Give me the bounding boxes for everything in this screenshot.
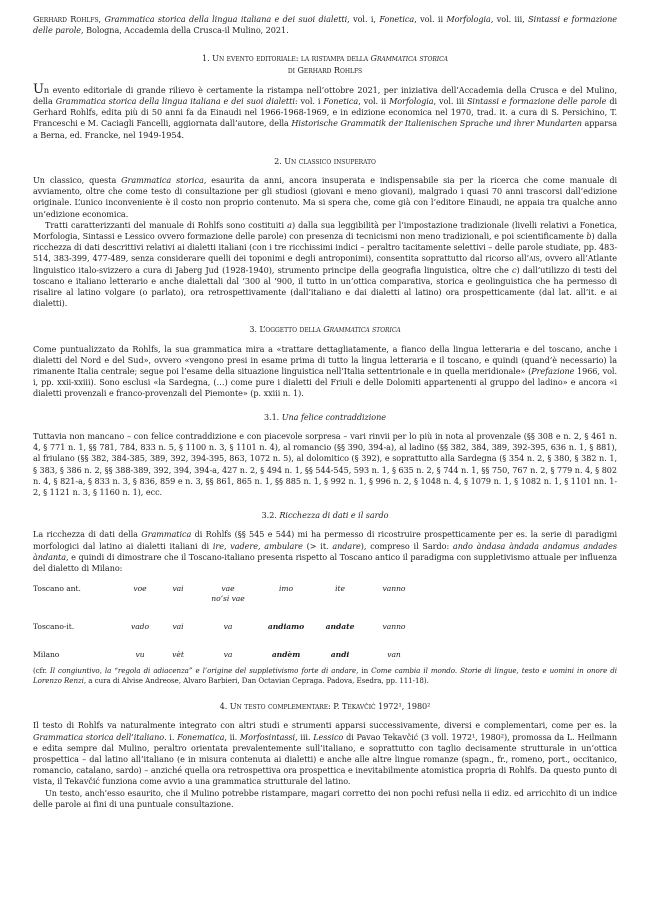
row-label: Toscano-it. — [33, 622, 75, 632]
text: , iii. — [295, 731, 314, 742]
table-cell: ite — [335, 584, 345, 594]
italic-text: Sintassi e formazione delle parole — [466, 96, 607, 107]
italic-text: Fonematica — [177, 731, 225, 742]
text: : vol. i — [294, 96, 324, 107]
section-4-paragraph-1 — [33, 720, 617, 787]
heading-italic: Grammatica storica — [323, 324, 401, 335]
section-1-paragraph — [33, 81, 618, 141]
table-cell: va — [223, 622, 233, 632]
section-2-paragraph-1 — [33, 175, 617, 220]
text: n evento editoriale di grande rilievo è certamente la ristampa nell’ottobre 2021, per iniziativa dell’Accademia della Crusca e del Mulino, della — [33, 84, 617, 107]
heading-italic: Ricchezza di dati e il sardo — [279, 510, 389, 521]
section-2-paragraph-2 — [33, 220, 617, 310]
table-cell: vado — [130, 622, 150, 632]
cell-variant: no’si vae — [211, 594, 245, 604]
heading-line-2: di Gerhard Rohlfs — [287, 64, 363, 75]
header-text: , vol. iii, — [490, 14, 529, 24]
text: , vol. ii — [358, 96, 390, 107]
table-cell: va — [223, 650, 233, 660]
section-3-heading — [33, 324, 617, 335]
table-cell: vu — [135, 650, 145, 660]
paradigm-table — [33, 584, 421, 660]
italic-text: Prefazione — [531, 366, 575, 377]
text: 1966, vol. i, pp. xxii-xxiii). Sono esclusi «la Sardegna, (…) come pure i dialetti del Friuli e delle Dolomiti appartenenti al gruppo del ladino» e ancora «i dialetti provenzali e franco-provenzali del Piemonte» (p. xxiii n. 1). — [33, 366, 617, 399]
italic-text: Historische Grammatik der Italienischen Sprache und ihrer Mundarten — [291, 118, 582, 129]
header-text: , Bologna, Accademia della Crusca-il Mulino, 2021. — [81, 25, 289, 36]
text: Un classico, questa — [33, 175, 122, 186]
italic-text: c — [511, 264, 517, 275]
text: Tratti caratterizzanti del manuale di Rohlfs sono costituiti — [45, 219, 288, 230]
text: (cfr. — [33, 666, 51, 676]
table-cell: vèt — [172, 650, 184, 660]
text: (> it. — [302, 540, 333, 551]
table-cell: imo — [278, 584, 294, 594]
italic-text: Grammatica storica — [121, 175, 204, 186]
text: ) dalla sua leggibilità per l’impostazione tradizionale (livelli relativi a Fonetica, Morfologia, Sintassi e Lessico ovvero formazione delle parole) con presenza di tecnicismi non meno tradizionali, e poi scientificamente — [33, 219, 617, 242]
text: La ricchezza di dati della — [33, 529, 142, 540]
italic-text: Grammatica storica dell’italiano — [33, 731, 165, 742]
text: di Pavao Tekavčić (3 voll. 1972¹, 1980²), promossa da L. Heilmann e edita sempre dal Mulino, peraltro orientata prevalentemente sull’italiano, e soprattutto con taglio decisamente strutturale in un’ottica prospettica – dal latino all’italiano (e in misura contenuta ai dialetti) e anche alle altre lingue romanze (spagn., fr., romeno, port., occitanico, romancio, catalano, sardo) – anziché quella ora retrospettiva ora prospettica e inevitabilmente atomistica propria di Rohlfs. Da questo punto di vista, il Tekavčić funziona come avvio a una grammatica strutturale del latino. — [33, 731, 617, 787]
row-label: Toscano ant. — [33, 584, 81, 594]
italic-text: Lessico — [313, 731, 344, 742]
section-4-paragraph-2: Un testo, anch’esso esaurito, che il Mulino potrebbe ristampare, magari corretto dei non pochi refusi nella ii ediz. ed arricchito di un indice delle parole ai fini di una puntuale consultazione. — [33, 787, 617, 809]
table-cell: vai — [172, 622, 184, 632]
table-row — [33, 650, 421, 660]
header-book-title: Grammatica storica della lingua italiana e dei suoi dialetti — [104, 14, 348, 24]
heading-italic: Una felice contraddizione — [281, 411, 387, 422]
table-cell: andèm — [271, 650, 301, 660]
text: di Rohlfs (§§ 545 e 544) mi ha permesso di ricostruire prospetticamente per es. la serie di paradigmi morfologici dal latino ai dialetti italiani di — [33, 529, 618, 551]
text: Come puntualizzato da Rohlfs, la sua grammatica mira a «trattare dettagliatamente, a fianco della lingua letteraria e del toscano, anche i dialetti del Nord e del Sud», ovvero «vengono presi in esame prima di tutto la lingua letteraria e il toscano, e quindi (quand’è necessario) la rimanente Italia centrale; segue poi l’esame della situazione linguistica nell’Italia settentrionale e in quella meridionale» ( — [33, 343, 617, 377]
italic-text: Grammatica storica della lingua italiana e dei suoi dialetti — [55, 96, 295, 107]
italic-text: ando àndasa àndada andamus andades àndanta — [33, 540, 618, 562]
initial-letter: U — [33, 81, 44, 97]
heading-italic: Grammatica storica — [370, 53, 448, 64]
heading-text: 3. L’oggetto della — [249, 324, 324, 335]
smallcaps-text: ais — [529, 253, 540, 264]
italic-text: Come cambia il mondo. Storie di lingue, testo e uomini in onore di Lorenzo Renzi — [33, 666, 617, 686]
text: , esaurita da anni, ancora insuperata e indispensabile sia per la ricerca che come manuale di avviamento, oltre che come testo di consultazione per gli studiosi (giovani e meno giovani), malgrado i quasi 70 anni trascorsi dall’edizione originale. L’unico inconveniente è il costo non proprio contenuto. Ma si spera che, come già con l’editore Einaudi, ne appaia tra qualche anno un’edizione economica. — [33, 175, 617, 219]
heading-text: 1. Un evento editoriale: la ristampa della — [202, 53, 371, 64]
bibliographic-header — [33, 14, 617, 36]
text: ) dall’utilizzo di testi del toscano e italiano letterario e anche dialettali dal ’300 al ’900, il tutto in un’ottica comparativa, storica e geolinguistica che ha permesso di risalire al latino volgare (o parlato), ora retrospettivamente (dall’italiano e dai dialetti al latino) ora prospetticamente (dal lat. all’it. e ai dialetti). — [33, 264, 617, 309]
header-text: , vol. i, — [347, 14, 380, 24]
table-cell: van — [387, 650, 401, 660]
section-3-paragraph — [33, 344, 617, 400]
text: apparsa a Berna, ed. Francke, nel 1949-1954. — [33, 118, 617, 140]
row-label: Milano — [33, 650, 60, 660]
text: , ii. — [224, 731, 240, 742]
italic-text: a — [287, 219, 292, 230]
text: Il testo di Rohlfs va naturalmente integrato con altri studi e strumenti apparsi successivamente, diversi e complementari, come per es. la — [33, 720, 617, 731]
section-2-heading: 2. Un classico insuperato — [274, 155, 376, 166]
heading-number: 3.1. — [263, 411, 282, 422]
header-volume-3: Sintassi e formazione delle parole — [33, 14, 618, 36]
table-cell: andate — [325, 622, 355, 632]
italic-text: Fonetica — [323, 96, 359, 107]
header-author: Gerhard Rohlfs — [33, 14, 99, 24]
italic-text: b — [586, 231, 592, 242]
table-row — [33, 584, 421, 604]
section-3-2-paragraph — [33, 529, 617, 574]
table-cell: vai — [172, 584, 184, 594]
header-volume-1: Fonetica — [379, 14, 415, 24]
text: , ovvero all’Atlante linguistico italo-svizzero a cura di Jaberg Jud (1928-1940), strumento principe della geografia linguistica, oltre che — [33, 253, 617, 275]
text: ), compreso il Sardo: — [360, 540, 453, 551]
header-text: , — [98, 14, 105, 24]
header-volume-2: Morfologia — [446, 14, 491, 24]
table-cell: andi — [330, 650, 350, 660]
table-cell: vanno — [382, 622, 406, 632]
italic-text: Morfologia — [389, 96, 434, 107]
heading-number: 3.2. — [261, 510, 280, 521]
table-cell: voe — [133, 584, 147, 594]
section-3-2-heading — [33, 510, 617, 521]
reference-note — [33, 666, 617, 686]
table-row — [33, 622, 421, 632]
header-text: , vol. ii — [414, 14, 447, 24]
italic-text: Grammatica — [141, 529, 192, 540]
text: . i. — [164, 731, 178, 742]
section-4-heading: 4. Un testo complementare: P. Tekavčić 1972¹, 1980² — [219, 701, 431, 712]
text: , e quindi di dimostrare che il Toscano-italiano presenta rispetto al Toscano antico il paradigma con suppletivismo attuale per influenza del dialetto di Milano: — [33, 551, 617, 573]
text: , vol. iii — [433, 96, 467, 107]
italic-text: Morfosintassi — [239, 731, 296, 742]
text: , a cura di Alvise Andreose, Alvaro Barbieri, Dan Octavian Cepraga. Padova, Esedra, pp. 111-18). — [83, 676, 429, 686]
table-cell: andiamo — [267, 622, 305, 632]
text: ) dalla ricchezza di dati descrittivi relativi ai dialetti italiani (con i tre ricchissimi indici – peraltro tacitamente selettivi – delle parole studiate, pp. 483-514, 383-399, 477-489, senza considerare quelli dei toponimi e degli antroponimi), consentita soprattutto dal ricorso all’ — [33, 231, 618, 264]
section-3-1-heading — [33, 412, 617, 423]
section-3-1-paragraph: Tuttavia non mancano – con felice contraddizione e con piacevole sorpresa – vari rinvii per lo più in nota al provenzale (§§ 308 e n. 2, § 461 n. 4, § 771 n. 1, §§ 781, 784, 833 n. 5, § 1100 n. 3, § 1101 n. 4), al romancio (§§ 390, 394-a), al ladino (§§ 382, 384, 389, 392-395, 636 n. 1, § 881), al friulano (§§ 382, 384-385, 389, 392, 394-395, 863, 1072 n. 5), al dolomitico (§ 392), e soprattutto alla Sardegna (§ 354 n. 2, § 380, § 382 n. 1, § 383, § 386 n. 2, §§ 388-389, 392, 394, 394-a, 427 n. 2, § 494 n. 1, §§ 544-545, 593 n. 1, § 635 n. 2, § 744 n. 1, §§ 750, 767 n. 2, § 779 n. 4, § 802 n. 4, § 821-a, § 833 n. 3, § 836, 859 e n. 3, §§ 861, 865 n. 1, §§ 885 n. 1, § 992 n. 1, § 996 n. 2, § 1048 n. 4, § 1079 n. 1, § 1082 n. 1, § 1101 nn. 1-2, § 1121 n. 3, § 1160 n. 1), ecc. — [33, 430, 617, 497]
table-cell — [197, 584, 259, 604]
italic-text: andare — [332, 540, 361, 551]
cell-form: vae — [221, 584, 235, 594]
table-cell: vanno — [382, 584, 406, 594]
italic-text: ire, vadere, ambulare — [212, 540, 303, 551]
text: di Gerhard Rohlfs, edita più di 50 anni fa da Einaudi nel 1966-1968-1969, e in edizione economica nel 1970, trad. it. a cura di S. Persichino, T. Franceschi e M. Caciagli Fancelli, aggiornata dall’autore, della — [33, 96, 618, 129]
section-1-heading — [33, 53, 617, 75]
italic-text: Il congiuntivo, la “regola di adiacenza” e l’origine del suppletivismo forte di andare — [50, 666, 357, 676]
text: , in — [356, 666, 372, 676]
